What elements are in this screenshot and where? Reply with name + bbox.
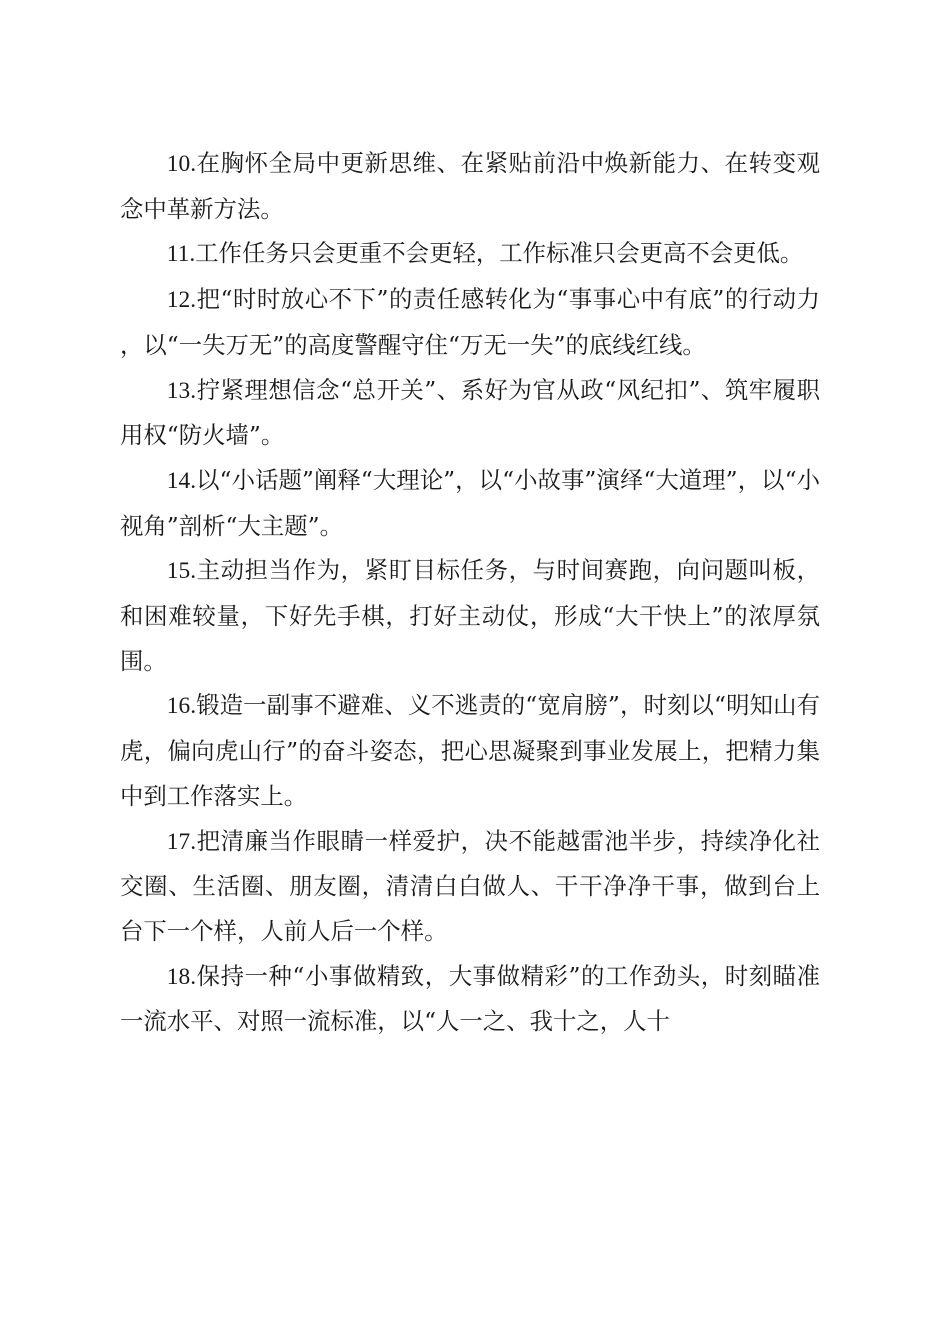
paragraph-15 — [120, 548, 820, 683]
item-number: 13. — [166, 377, 197, 404]
paragraph-text: 在胸怀全局中更新思维、在紧贴前沿中焕新能力、在转变观念中革新方法。 — [120, 149, 820, 223]
paragraph-text: 以“小话题”阐释“大理论”，以“小故事”演绎“大道理”，以“小视角”剖析“大主题”。 — [120, 465, 820, 540]
paragraph-10 — [120, 141, 820, 231]
item-number: 14. — [166, 467, 197, 494]
paragraph-text: 工作任务只会更重不会更轻，工作标准只会更高不会更低。 — [195, 239, 804, 268]
paragraph-14 — [120, 458, 820, 548]
item-number: 18. — [166, 963, 197, 990]
paragraph-text: 保持一种“小事做精致，大事做精彩”的工作劲头，时刻瞄准一流水平、对照一流标准，以“人一之、我十之，人十 — [120, 961, 820, 1036]
paragraph-17 — [120, 819, 820, 954]
paragraph-11 — [120, 231, 820, 277]
item-number: 17. — [166, 828, 197, 855]
document-body — [120, 141, 820, 1044]
paragraph-text: 把清廉当作眼睛一样爱护，决不能越雷池半步，持续净化社交圈、生活圈、朋友圈，清清白白做人、干干净净干事，做到台上台下一个样，人前人后一个样。 — [120, 826, 820, 945]
paragraph-18 — [120, 954, 820, 1044]
paragraph-text: 主动担当作为，紧盯目标任务，与时间赛跑，向问题叫板，和困难较量，下好先手棋，打好主动仗，形成“大干快上”的浓厚氛围。 — [120, 556, 820, 675]
paragraph-13 — [120, 368, 820, 458]
item-number: 11. — [166, 241, 196, 268]
item-number: 16. — [166, 693, 197, 720]
paragraph-12 — [120, 277, 820, 367]
item-number: 10. — [166, 151, 197, 177]
item-number: 12. — [166, 287, 197, 314]
item-number: 15. — [166, 558, 197, 585]
paragraph-text: 锻造一副事不避难、义不逃责的“宽肩膀”，时刻以“明知山有虎，偏向虎山行”的奋斗姿态，把心思凝聚到事业发展上，把精力集中到工作落实上。 — [120, 691, 820, 810]
paragraph-text: 拧紧理想信念“总开关”、系好为官从政“风纪扣”、筑牢履职用权“防火墙”。 — [120, 375, 820, 450]
paragraph-text: 把“时时放心不下”的责任感转化为“事事心中有底”的行动力，以“一失万无”的高度警醒守住“万无一失”的底线红线。 — [120, 285, 820, 359]
paragraph-16 — [120, 683, 820, 818]
